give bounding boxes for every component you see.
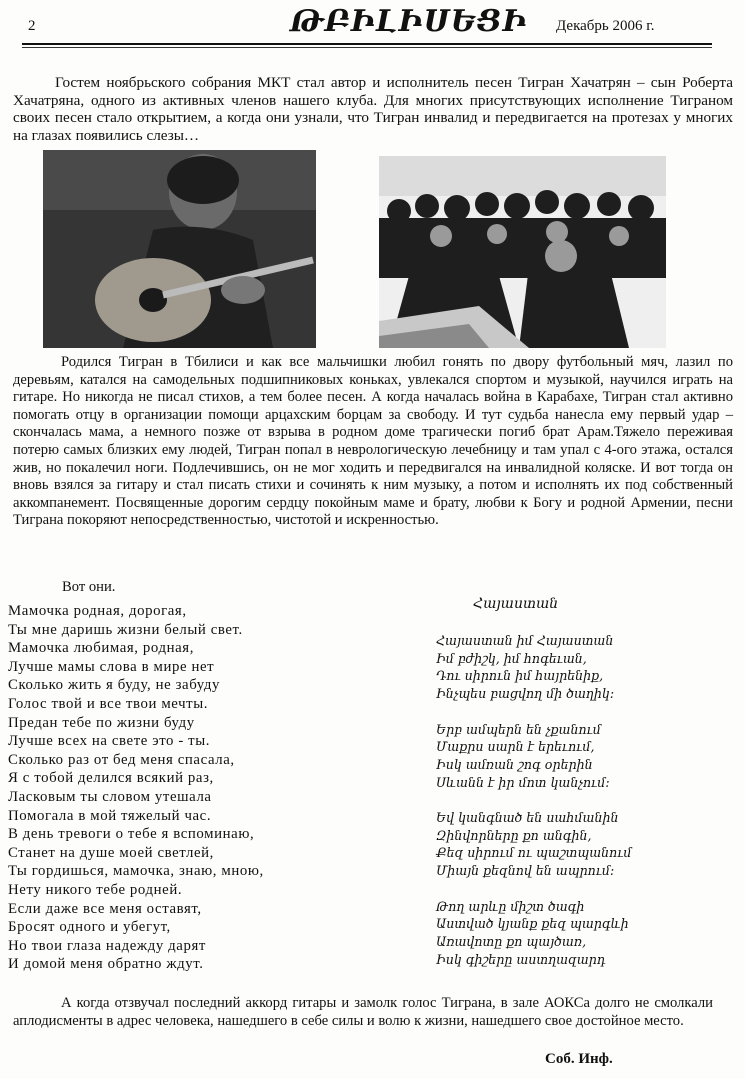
audience-photo (379, 156, 666, 348)
poem-line: Ласковым ты словом утешала (8, 788, 212, 805)
poem-line: Միայն քեզնով են ապրում: (436, 863, 615, 879)
poem-line: Лучше мамы слова в мире нет (8, 658, 215, 675)
article-closing: А когда отзвучал последний аккорд гитары и замолк голос Тиграна, в зале АОКСа долго не смолкали аплодисменты в адрес человека, нашедшего в себе силы и волю к жизни, нашедшего свое достойное место. (13, 995, 713, 1029)
poem-line: Но твои глаза надежду дарят (8, 937, 206, 954)
header-rule (22, 43, 712, 45)
poem-line: Нету никого тебе родней. (8, 881, 183, 898)
poem-line: Հայաստան իմ Հայաստան (436, 633, 614, 648)
poem-line: Ինչպես բացվող մի ծաղիկ: (436, 686, 615, 702)
poem-line: В день тревоги о тебе я вспоминаю, (8, 826, 255, 843)
poem-line: Իմ բժիշկ, իմ հոգեւան, (436, 650, 587, 666)
poem-line: Երբ ամպերն են չքանում (436, 721, 601, 737)
article-body: Родился Тигран в Тбилиси и как все мальчишки любил гонять по двору футбольный мяч, лазил по деревьям, катался на самодельных подшипниковых коньках, увлекался спортом и музыкой, научился играть на гитаре. Но никогда не писал стихов, а тем более песен. А когда началась война в Карабахе, Тигран стал активно помогать отцу в организации помощи арцахским борцам за свободу. И тут судьба нанесла ему первый удар – скончалась мама, а немного позже от взрыва в родном доме трагически погиб брат Арам.Тяжело переживая потерю самых близких ему людей, Тигран попал в неврологическую лечебницу и там упал с 4-ого этажа, остался жив, но покалечил ноги. Подлечившись, он не мог ходить и передвигался на инвалидной коляске. И вот тогда он вновь взялся за гитару и стал писать стихи и сочинять к ним музыку, а потом и исполнять их под собственный аккомпанемент. Посвященные дорогим сердцу покойным маме и брату, любви к Богу и родной Армении, песни Тиграна покоряют непосредственностью, чистотой и искренностью. (13, 354, 733, 529)
poem-line: Мамочка родная, дорогая, (8, 603, 187, 619)
poem-line: Իսկ գիշերը աստղազարդ (436, 951, 606, 967)
poem-line: Քեզ սիրում ու պաշտպանում (436, 845, 632, 861)
poem-line: Я с тобой делился всякий раз, (8, 770, 214, 787)
poem-line: Помогала в мой тяжелый час. (8, 807, 212, 824)
poem-stanza (436, 632, 632, 703)
poems-intro: Вот они. (62, 579, 116, 595)
poem-line: Голос твой и все твои мечты. (8, 695, 209, 712)
poem-line: Мамочка любимая, родная, (8, 640, 194, 657)
poem-line: И домой меня обратно ждут. (8, 956, 204, 973)
header-rule-thin (22, 47, 712, 48)
poem-line: Бросят одного и убегут, (8, 919, 171, 936)
poem-line: Առավոտը քո պայծառ, (436, 933, 587, 949)
poem-stanza (436, 898, 632, 969)
masthead-logo: ԹԲԻԼԻՍԵՑԻ (290, 4, 528, 39)
poem-line: Դու սիրուն իմ հայրենիք, (436, 668, 604, 684)
poem-line: Աստված կյանք քեզ պարգևի (436, 916, 629, 932)
author-signature: Соб. Инф. (545, 1051, 613, 1067)
page-number: 2 (28, 18, 36, 34)
russian-poem (8, 602, 264, 974)
poem-line: Ты гордишься, мамочка, знаю, мною, (8, 863, 264, 880)
poem-line: Եվ կանգնած են սահմանին (436, 810, 619, 825)
poem-line: Իսկ ամռան շոգ օրերին (436, 756, 593, 772)
poem-line: Զինվորները քո անգին, (436, 827, 592, 843)
poem-line: Сколько раз от бед меня спасала, (8, 751, 235, 768)
poem-line: Предан тебе по жизни буду (8, 714, 195, 731)
issue-date: Декабрь 2006 г. (556, 18, 655, 34)
poem-line: Մաքրս սարն է երեւում, (436, 739, 595, 755)
poem-line: Թող արևը միշտ ծագի (436, 898, 585, 914)
armenian-poem-title: Հայաստան (473, 596, 559, 612)
poem-stanza (436, 809, 632, 880)
article-lead: Гостем ноябрьского собрания МКТ стал автор и исполнитель песен Тигран Хачатрян – сын Роберта Хачатряна, одного из активных членов нашего клуба. Для многих присутствующих исполнение Тиграном своих песен стало открытием, а когда они узнали, что Тигран инвалид и передвигается на протезах у многих на глазах появились слезы… (13, 74, 733, 144)
poem-stanza (436, 721, 632, 792)
poem-line: Сколько жить я буду, не забуду (8, 677, 220, 694)
poem-line: Սևանն է իր մոտ կանչում: (436, 774, 610, 790)
poem-line: Ты мне даришь жизни белый свет. (8, 621, 243, 638)
armenian-poem (436, 632, 632, 986)
poem-line: Станет на душе моей светлей, (8, 844, 214, 861)
guitarist-photo (43, 150, 316, 348)
page-header (0, 0, 745, 50)
poem-line: Лучше всех на свете это - ты. (8, 733, 211, 750)
poem-line: Если даже все меня оставят, (8, 900, 202, 917)
